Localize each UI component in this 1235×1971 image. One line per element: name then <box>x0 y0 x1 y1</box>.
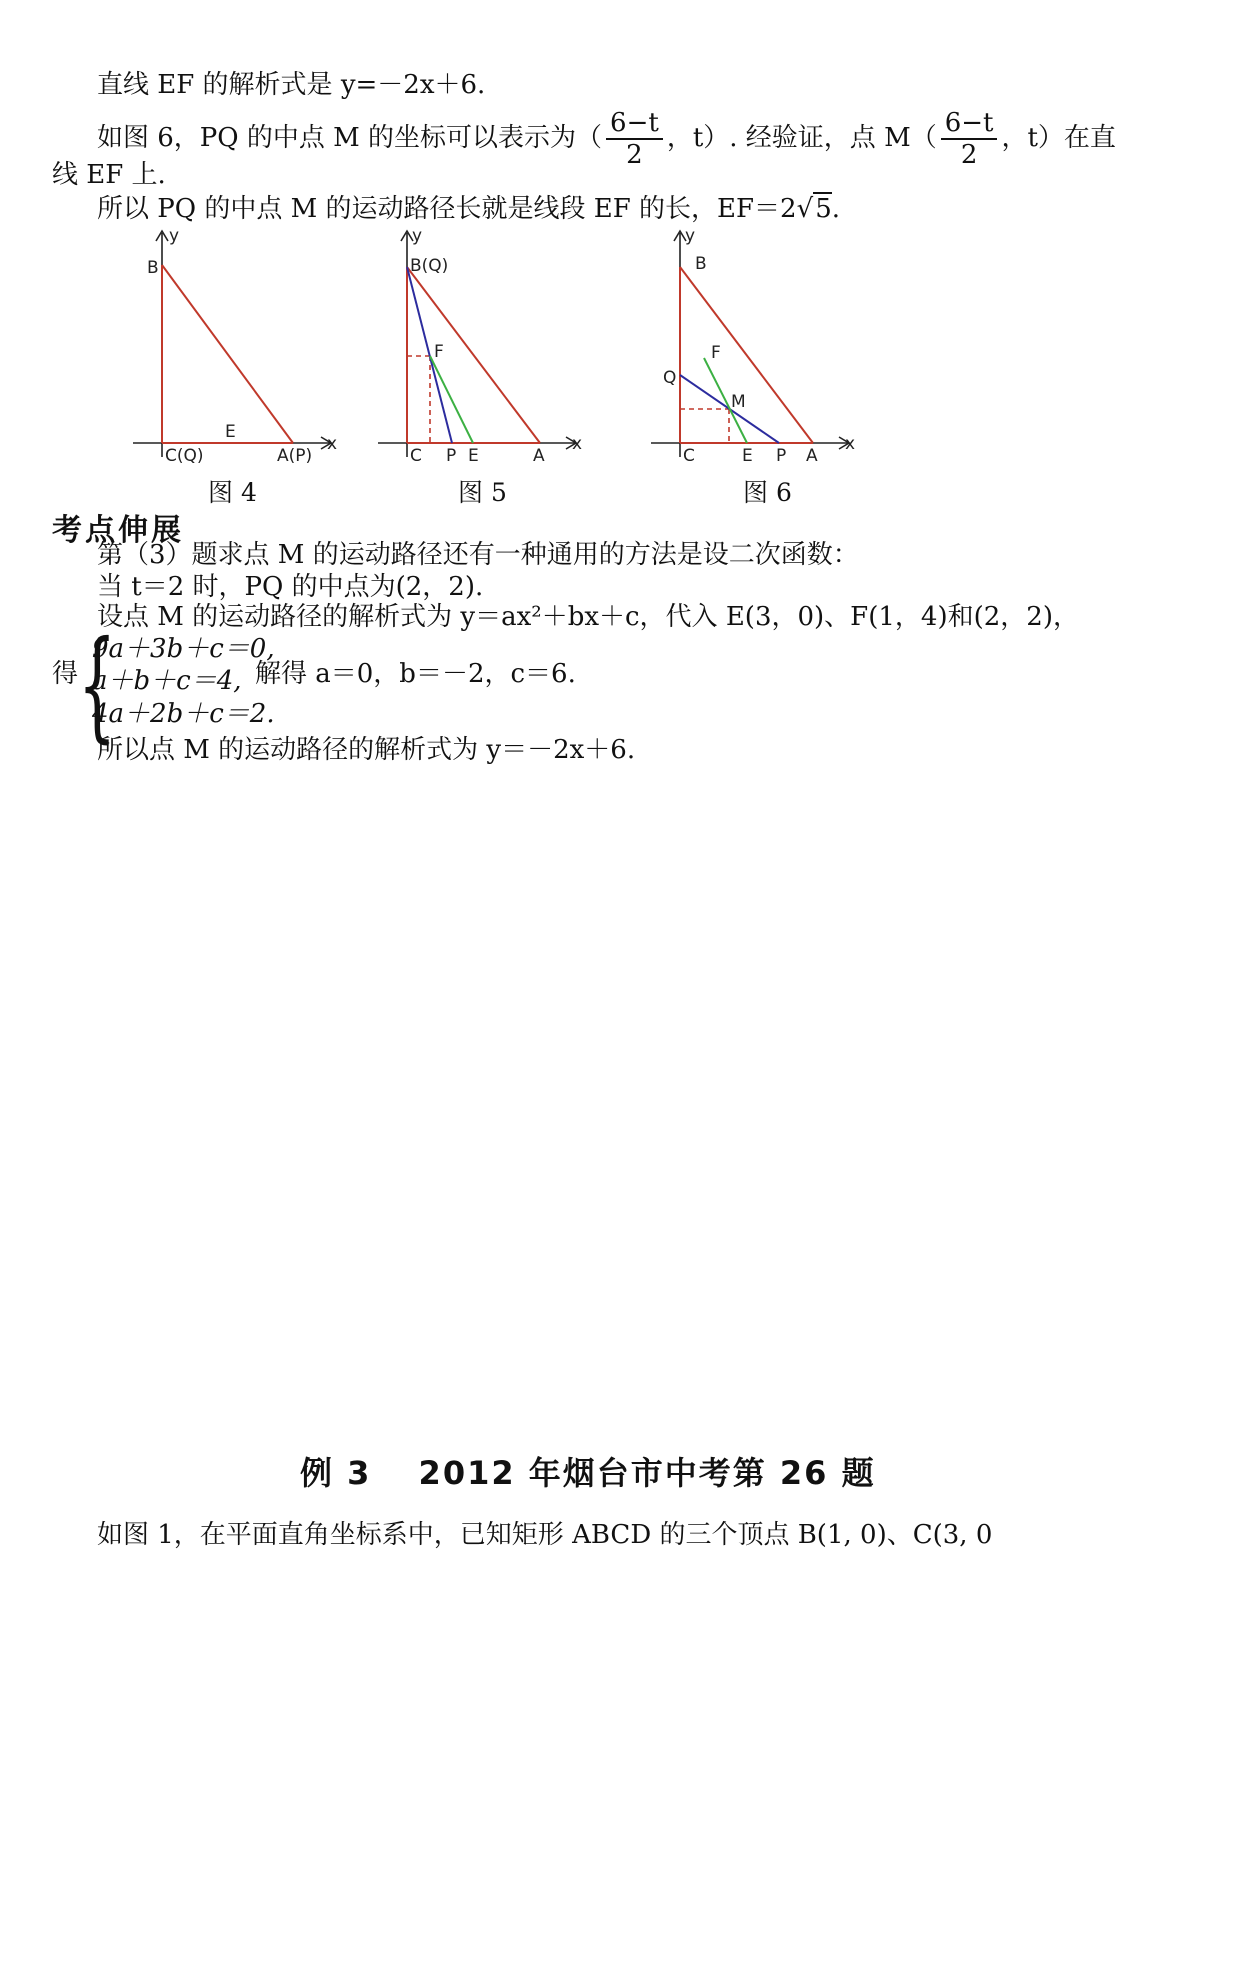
text-line-ef-equation: 直线 EF 的解析式是 y=－2x＋6. <box>97 70 486 100</box>
label-p: P <box>776 446 787 466</box>
label-b: B <box>695 254 707 274</box>
label-y: y <box>412 226 423 246</box>
text-line-midpoint-b: ，t）. 经验证，点 M（ <box>666 123 937 153</box>
equation-prefix: 得 <box>52 659 79 689</box>
section-heading: 考点伸展 <box>52 513 184 548</box>
segment-ba <box>162 265 293 443</box>
label-x: x <box>572 434 583 454</box>
equation-1: 9a＋3b＋c＝0, <box>92 634 275 664</box>
example-title: 例 3 2012 年烟台市中考第 26 题 <box>300 1454 876 1492</box>
label-e: E <box>742 446 753 466</box>
label-f: F <box>434 342 444 362</box>
label-c: C <box>410 446 422 466</box>
label-y: y <box>685 226 696 246</box>
figure-5 <box>370 225 590 475</box>
caption-figure-5: 图 5 <box>458 478 507 507</box>
equation-3: 4a＋2b＋c＝2. <box>92 699 275 729</box>
equation-brace: { <box>78 616 117 755</box>
label-b: B <box>147 258 159 278</box>
label-c: C(Q) <box>165 446 204 466</box>
sqrt-radicand: 5 <box>815 194 832 224</box>
sqrt-symbol: √ <box>796 194 814 224</box>
extension-conclusion: 所以点 M 的运动路径的解析式为 y＝－2x＋6. <box>97 735 636 765</box>
label-x: x <box>327 434 338 454</box>
figure-6 <box>643 225 868 475</box>
label-a: A <box>806 446 818 466</box>
label-e: E <box>225 422 236 442</box>
segment-qp <box>407 267 452 443</box>
equation-2: a＋b＋c＝4, <box>92 666 242 696</box>
label-e: E <box>468 446 479 466</box>
extension-paragraph-1: 第（3）题求点 M 的运动路径还有一种通用的方法是设二次函数： <box>97 540 859 570</box>
label-q: Q <box>663 368 677 388</box>
extension-paragraph-2: 当 t＝2 时，PQ 的中点为(2，2). <box>97 572 484 602</box>
label-a: A <box>533 446 545 466</box>
text-line-midpoint-c: ，t）在直 <box>1001 123 1116 153</box>
label-c: C <box>683 446 695 466</box>
fraction-2: $\frac{6-t}{2}$ <box>941 108 998 170</box>
label-f: F <box>711 343 721 363</box>
caption-figure-6: 图 6 <box>743 478 792 507</box>
label-m: M <box>731 392 746 412</box>
figure-4 <box>125 225 345 475</box>
fraction: $\frac{6-t}{2}$ <box>606 108 663 170</box>
label-b: B(Q) <box>410 256 449 276</box>
text-line-path-length: 所以 PQ 的中点 M 的运动路径长就是线段 EF 的长，EF＝2√5. <box>97 194 840 224</box>
text-line-midpoint-a: 如图 6，PQ 的中点 M 的坐标可以表示为（ <box>97 123 603 153</box>
text-line-on-ef: 线 EF 上. <box>52 160 166 190</box>
extension-paragraph-3: 设点 M 的运动路径的解析式为 y＝ax²＋bx＋c，代入 E(3，0)、F(1，4)和(2，2)， <box>97 602 1079 632</box>
label-x: x <box>845 434 856 454</box>
segment-fe <box>430 356 473 443</box>
segment-ba <box>680 267 813 443</box>
segment-ba <box>407 267 540 443</box>
label-p: P <box>446 446 457 466</box>
text-line-midpoint <box>97 108 1116 170</box>
label-a: A(P) <box>277 446 313 466</box>
example-text: 如图 1，在平面直角坐标系中，已知矩形 ABCD 的三个顶点 B(1, 0)、C(3, 0 <box>97 1520 993 1550</box>
caption-figure-4: 图 4 <box>208 478 257 507</box>
label-y: y <box>169 226 180 246</box>
equation-solution: 解得 a＝0，b＝－2，c＝6. <box>255 659 576 689</box>
